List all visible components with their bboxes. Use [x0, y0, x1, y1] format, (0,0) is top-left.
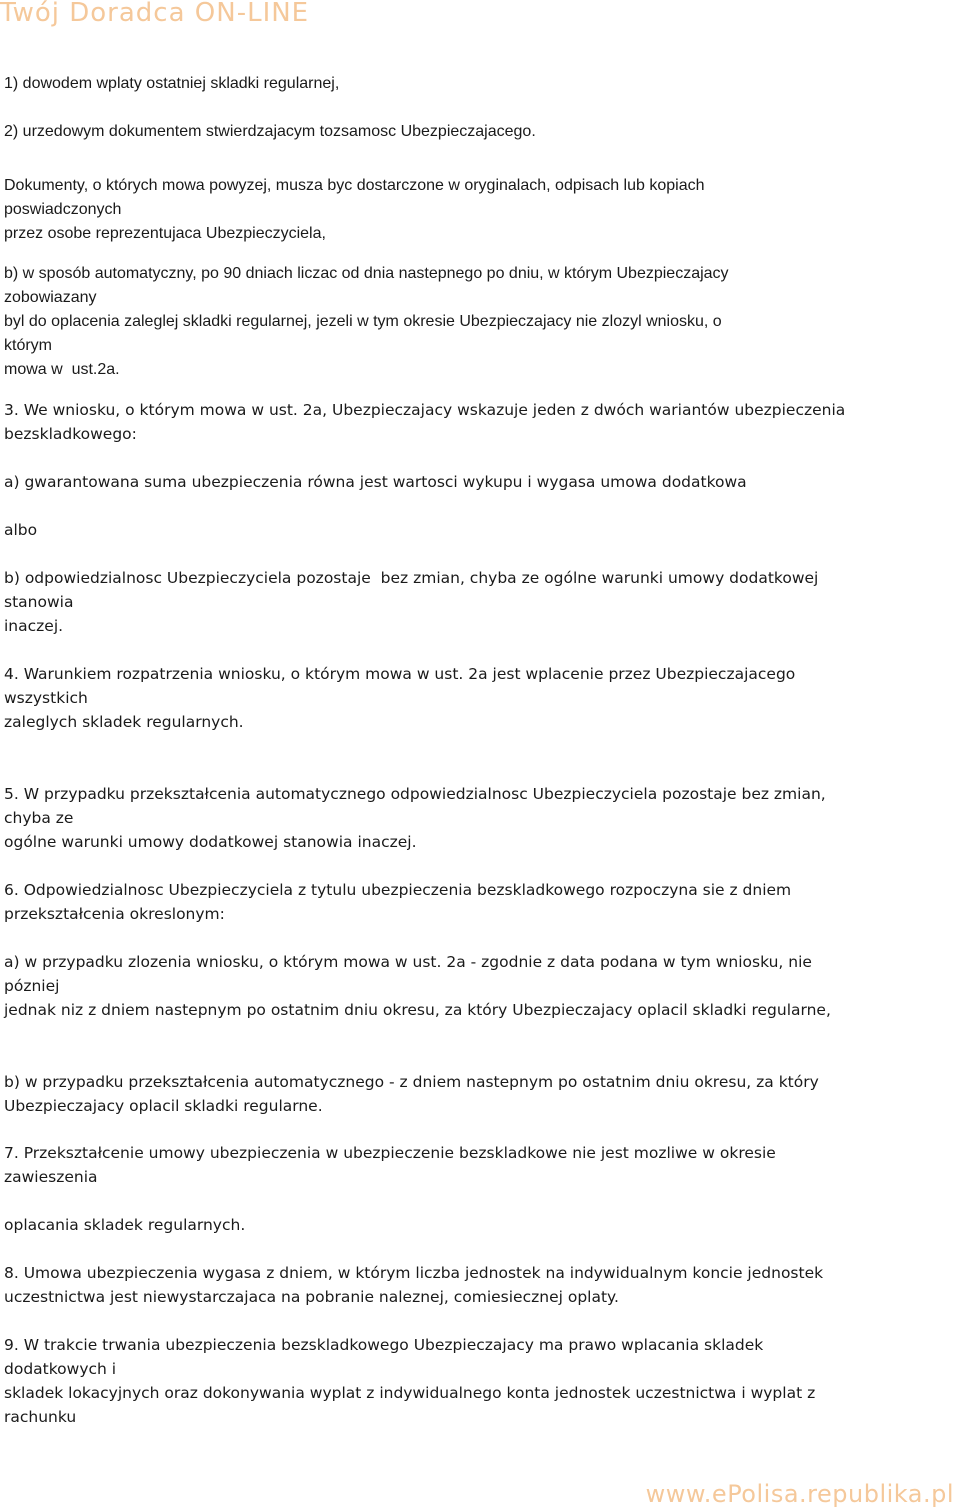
paragraph-6: a) gwarantowana suma ubezpieczenia równa jest wartosci wykupu i wygasa umowa dodatkowa: [4, 473, 747, 491]
paragraph-14: 7. Przekształcenie umowy ubezpieczenia w ubezpieczenie bezskladkowe nie jest mozliwe w okresie zawieszenia: [4, 1144, 776, 1186]
document-body: [4, 72, 959, 1429]
site-title: Twój Doradca ON-LINE: [0, 0, 310, 28]
paragraph-8: b) odpowiedzialnosc Ubezpieczyciela pozostaje bez zmian, chyba ze ogólne warunki umowy dodatkowej stanowia inaczej.: [4, 569, 819, 635]
paragraph-2: 2) urzedowym dokumentem stwierdzajacym tozsamosc Ubezpieczajacego.: [4, 123, 536, 140]
paragraph-13: b) w przypadku przekształcenia automatycznego - z dniem nastepnym po ostatnim dniu okresu, za który Ubezpieczajacy oplacil skladki regularne.: [4, 1073, 819, 1115]
paragraph-5: 3. We wniosku, o którym mowa w ust. 2a, Ubezpieczajacy wskazuje jeden z dwóch wariantów ubezpieczenia bezskladkowego:: [4, 401, 846, 443]
paragraph-15: oplacania skladek regularnych.: [4, 1216, 246, 1234]
paragraph-12: a) w przypadku zlozenia wniosku, o którym mowa w ust. 2a - zgodnie z data podana w tym wniosku, nie pózniej jednak niz z dniem nastepnym po ostatnim dniu okresu, za który Ubezpieczajacy oplacil skladki regularne,: [4, 953, 831, 1019]
paragraph-3: Dokumenty, o których mowa powyzej, musza byc dostarczone w oryginalach, odpisach lub kopiach poswiadczonych przez osobe reprezentujaca Ubezpieczyciela,: [4, 177, 705, 242]
footer-url: www.ePolisa.republika.pl: [645, 1480, 954, 1508]
paragraph-11: 6. Odpowiedzialnosc Ubezpieczyciela z tytulu ubezpieczenia bezskladkowego rozpoczyna sie z dniem przekształcenia okreslonym:: [4, 881, 792, 923]
paragraph-4: b) w sposób automatyczny, po 90 dniach liczac od dnia nastepnego po dniu, w którym Ubezpieczajacy zobowiazany byl do oplacenia zaleglej skladki regularnej, jezeli w tym okresie Ubezpieczajacy nie zlozyl wniosku, o którym mowa w ust.2a.: [4, 265, 729, 378]
paragraph-16: 8. Umowa ubezpieczenia wygasa z dniem, w którym liczba jednostek na indywidualnym koncie jednostek uczestnictwa jest niewystarczajaca na pobranie naleznej, comiesiecznej oplaty.: [4, 1264, 824, 1306]
paragraph-9: 4. Warunkiem rozpatrzenia wniosku, o którym mowa w ust. 2a jest wplacenie przez Ubezpieczajacego wszystkich zaleglych skladek regularnych.: [4, 665, 796, 731]
paragraph-1: 1) dowodem wplaty ostatniej skladki regularnej,: [4, 75, 340, 92]
paragraph-10: 5. W przypadku przekształcenia automatycznego odpowiedzialnosc Ubezpieczyciela pozostaje bez zmian, chyba ze ogólne warunki umowy dodatkowej stanowia inaczej.: [4, 785, 826, 851]
paragraph-17: 9. W trakcie trwania ubezpieczenia bezskladkowego Ubezpieczajacy ma prawo wplacania skladek dodatkowych i skladek lokacyjnych oraz dokonywania wyplat z indywidualnego konta jednostek uczestnictwa i wyplat z rachunku: [4, 1336, 816, 1426]
paragraph-7: albo: [4, 521, 38, 539]
